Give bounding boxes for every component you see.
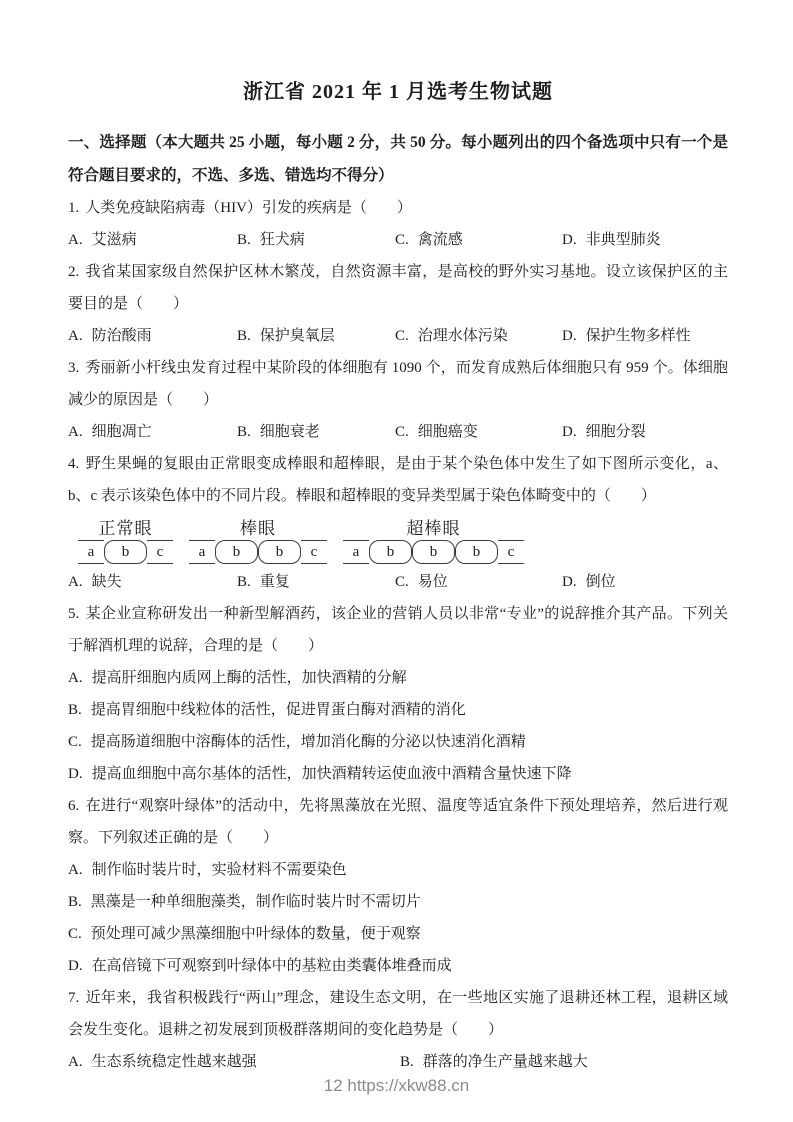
- option-d: D. 保护生物多样性: [562, 328, 691, 344]
- option-b: B. 狂犬病: [237, 232, 305, 248]
- question-text: 秀丽新小杆线虫发育过程中某阶段的体细胞有 1090 个，而发育成熟后体细胞只有 959 个。体细胞减少的原因是（ ）: [68, 360, 728, 408]
- question-number: 1.: [68, 200, 80, 216]
- option-b: B. 黑藻是一种单细胞藻类，制作临时装片时不需切片: [68, 894, 421, 910]
- segment-a: a: [189, 540, 215, 564]
- figure-label: 正常眼: [98, 519, 153, 538]
- question-number: 7.: [68, 990, 80, 1006]
- segment-b: b: [258, 540, 301, 564]
- segment-b: b: [455, 540, 498, 564]
- question-options: [68, 416, 728, 448]
- option-d: D. 细胞分裂: [562, 424, 646, 440]
- question-text: 近年来，我省积极践行“两山”理念，建设生态文明，在一些地区实施了退耕还林工程，退耕区域会发生变化。退耕之初发展到顶极群落期间的变化趋势是（ ）: [68, 990, 728, 1038]
- segment-b: b: [215, 540, 258, 564]
- option-c: C. 禽流感: [395, 232, 463, 248]
- segment-b: b: [104, 540, 147, 564]
- question-2: [68, 256, 728, 352]
- question-text: 野生果蝇的复眼由正常眼变成棒眼和超棒眼，是由于某个染色体中发生了如下图所示变化，a、b、c 表示该染色体中的不同片段。棒眼和超棒眼的变异类型属于染色体畸变中的（ ）: [68, 456, 728, 504]
- option-a: A. 生态系统稳定性越来越强: [68, 1054, 257, 1070]
- question-text: 人类免疫缺陷病毒（HIV）引发的疾病是（ ）: [85, 200, 412, 216]
- option-c: C. 治理水体污染: [395, 328, 508, 344]
- segment-c: c: [301, 540, 327, 564]
- figure-label: 棒眼: [240, 519, 276, 538]
- question-options: [68, 320, 728, 352]
- question-1: [68, 192, 728, 256]
- option-a: A. 制作临时装片时，实验材料不需要染色: [68, 862, 347, 878]
- chromosome-band: [343, 540, 524, 564]
- question-number: 5.: [68, 606, 80, 622]
- normal-eye-figure: [78, 518, 173, 564]
- question-text: 我省某国家级自然保护区林木繁茂，自然资源丰富，是高校的野外实习基地。设立该保护区的主要目的是（ ）: [68, 264, 728, 312]
- question-text: 在进行“观察叶绿体”的活动中，先将黑藻放在光照、温度等适宜条件下预处理培养，然后进行观察。下列叙述正确的是（ ）: [68, 798, 728, 846]
- question-options: [68, 566, 728, 598]
- option-d: D. 提高血细胞中高尔基体的活性，加快酒精转运使血液中酒精含量快速下降: [68, 766, 572, 782]
- question-stem: [68, 598, 728, 662]
- option-c: C. 细胞癌变: [395, 424, 478, 440]
- question-text: 某企业宣称研发出一种新型解酒药，该企业的营销人员以非常“专业”的说辞推介其产品。下列关于解酒机理的说辞，合理的是（ ）: [68, 606, 728, 654]
- question-options: [68, 854, 728, 982]
- segment-a: a: [78, 540, 104, 564]
- question-stem: [68, 448, 728, 512]
- question-stem: [68, 192, 728, 224]
- segment-b: b: [412, 540, 455, 564]
- question-number: 3.: [68, 360, 80, 376]
- segment-b: b: [369, 540, 412, 564]
- option-d: D. 在高倍镜下可观察到叶绿体中的基粒由类囊体堆叠而成: [68, 958, 452, 974]
- option-d: D. 倒位: [562, 574, 616, 590]
- option-c: C. 提高肠道细胞中溶酶体的活性，增加消化酶的分泌以快速消化酒精: [68, 734, 526, 750]
- chromosome-band: [78, 540, 173, 564]
- question-options: [68, 224, 728, 256]
- question-stem: [68, 256, 728, 320]
- question-5: [68, 598, 728, 790]
- question-4: [68, 448, 728, 598]
- question-options: [68, 1046, 728, 1078]
- chromosome-diagram: [78, 518, 728, 564]
- option-b: B. 提高胃细胞中线粒体的活性，促进胃蛋白酶对酒精的消化: [68, 702, 466, 718]
- figure-label: 超棒眼: [406, 519, 461, 538]
- question-number: 2.: [68, 264, 80, 280]
- question-number: 6.: [68, 798, 80, 814]
- option-b: B. 保护臭氧层: [237, 328, 335, 344]
- page-title: 浙江省 2021 年 1 月选考生物试题: [243, 81, 553, 103]
- bar-eye-figure: [189, 518, 327, 564]
- segment-a: a: [343, 540, 369, 564]
- super-bar-eye-figure: [343, 518, 524, 564]
- option-a: A. 防治酸雨: [68, 328, 152, 344]
- option-d: D. 非典型肺炎: [562, 232, 661, 248]
- question-stem: [68, 352, 728, 416]
- option-c: C. 预处理可减少黑藻细胞中叶绿体的数量，便于观察: [68, 926, 421, 942]
- question-3: [68, 352, 728, 448]
- question-options: [68, 662, 728, 790]
- option-a: A. 细胞凋亡: [68, 424, 152, 440]
- question-stem: [68, 790, 728, 854]
- option-b: B. 细胞衰老: [237, 424, 320, 440]
- question-6: [68, 790, 728, 982]
- segment-c: c: [147, 540, 173, 564]
- question-number: 4.: [68, 456, 80, 472]
- chromosome-band: [189, 540, 327, 564]
- option-c: C. 易位: [395, 574, 448, 590]
- section-header: 一、选择题（本大题共 25 小题，每小题 2 分，共 50 分。每小题列出的四个备选项中只有一个是符合题目要求的，不选、多选、错选均不得分）: [68, 134, 728, 184]
- option-b: B. 群落的净生产量越来越大: [400, 1054, 588, 1070]
- question-stem: [68, 982, 728, 1046]
- option-a: A. 提高肝细胞内质网上酶的活性，加快酒精的分解: [68, 670, 407, 686]
- option-b: B. 重复: [237, 574, 290, 590]
- option-a: A. 艾滋病: [68, 232, 137, 248]
- page-content: [68, 0, 728, 1078]
- question-7: [68, 982, 728, 1078]
- option-a: A. 缺失: [68, 574, 122, 590]
- segment-c: c: [498, 540, 524, 564]
- page-footer-watermark: 12 https://xkw88.cn: [323, 1076, 470, 1095]
